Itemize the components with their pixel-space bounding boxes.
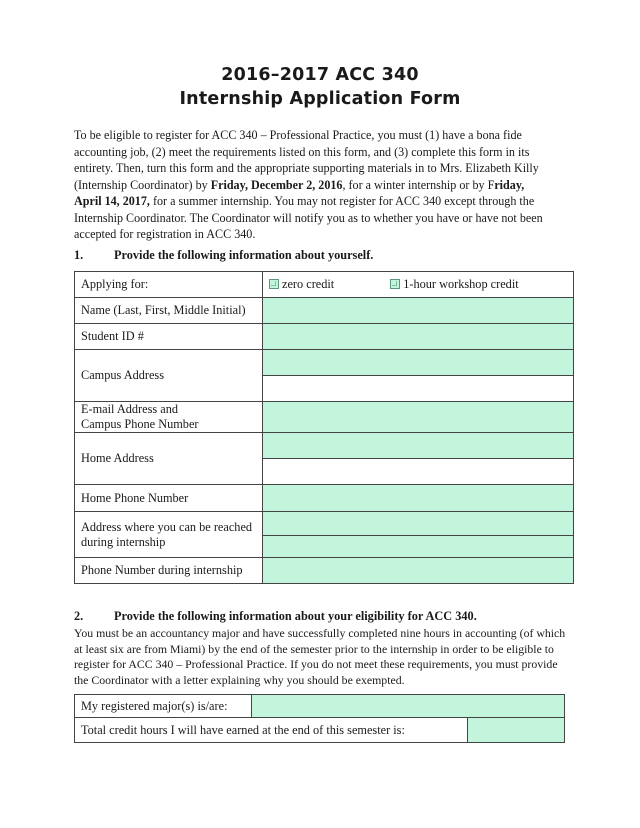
student-id-label: Student ID #	[75, 324, 263, 350]
section2-line: register for ACC 340 – Professional Practice. If you do not meet these requirements, you must provide	[74, 657, 558, 672]
internship-address-line1: Address where you can be reached	[81, 519, 253, 534]
section1-number: 1.	[74, 248, 84, 262]
intro-line: Internship Coordinator. The Coordinator will notify you as to whether you have or have not been	[74, 210, 543, 225]
internship-phone-field[interactable]	[263, 558, 574, 584]
intro-line	[74, 177, 570, 194]
home-phone-field[interactable]	[263, 485, 574, 512]
intro-line: accounting job, (2) meet the requirements listed on this form, and (3) complete this form in its	[74, 144, 530, 159]
section2-title: Provide the following information about your eligibility for ACC 340.	[114, 609, 477, 623]
student-id-field[interactable]	[263, 324, 574, 350]
name-label: Name (Last, First, Middle Initial)	[75, 298, 263, 324]
name-field[interactable]	[263, 298, 574, 324]
summer-deadline-part2: April 14, 2017,	[74, 194, 150, 208]
credit-hours-label: Total credit hours I will have earned at the end of this semester is:	[75, 718, 468, 743]
campus-address-label: Campus Address	[75, 350, 263, 402]
email-phone-field[interactable]	[263, 402, 574, 433]
winter-deadline: Friday, December 2, 2016	[210, 177, 343, 192]
intro-text: (Internship Coordinator) by	[74, 177, 211, 192]
section2-line: at least six are from Miami) by the end of the semester prior to the internship in order to be eligible to	[74, 641, 554, 656]
section2-paragraph	[74, 626, 574, 688]
internship-address-label	[75, 512, 263, 558]
internship-address-field-line2[interactable]	[263, 536, 574, 558]
form-title: Internship Application Form	[179, 89, 461, 109]
section2-number: 2.	[74, 609, 84, 623]
email-label-line1: E-mail Address and	[81, 402, 178, 416]
zero-credit-checkbox[interactable]	[269, 279, 279, 289]
applying-for-label: Applying for:	[75, 272, 263, 298]
workshop-credit-label: 1-hour workshop credit	[403, 277, 519, 292]
eligibility-table	[74, 694, 565, 743]
intro-line	[74, 193, 570, 210]
home-address-field-line1[interactable]	[263, 433, 574, 459]
internship-phone-label: Phone Number during internship	[75, 558, 263, 584]
intro-line: accepted for registration in ACC 340.	[74, 227, 256, 241]
form-title-year: 2016–2017 ACC 340	[221, 65, 419, 85]
intro-paragraph	[74, 127, 570, 243]
home-address-label: Home Address	[75, 433, 263, 485]
applying-for-options	[263, 272, 574, 298]
intro-text: for a summer internship. You may not register for ACC 340 except through the	[149, 194, 535, 208]
section2-heading	[74, 609, 477, 624]
credit-hours-field[interactable]	[468, 718, 565, 743]
section2-line: You must be an accountancy major and have successfully completed nine hours in accounting (of which	[74, 626, 566, 640]
campus-address-field-line1[interactable]	[263, 350, 574, 376]
internship-address-field-line1[interactable]	[263, 512, 574, 536]
summer-deadline-part1: riday,	[494, 177, 525, 192]
campus-address-field-line2[interactable]	[263, 376, 574, 402]
zero-credit-label: zero credit	[282, 277, 335, 292]
internship-address-line2: during internship	[81, 534, 166, 549]
email-label-line2: Campus Phone Number	[81, 417, 199, 431]
email-phone-label	[75, 402, 263, 433]
section1-heading	[74, 248, 373, 263]
section2-line: the Coordinator with a letter explaining why you should be exempted.	[74, 672, 405, 687]
major-label: My registered major(s) is/are:	[75, 695, 252, 718]
home-address-field-line2[interactable]	[263, 459, 574, 485]
intro-line: To be eligible to register for ACC 340 – Professional Practice, you must (1) have a bona fide	[74, 128, 522, 142]
section1-title: Provide the following information about yourself.	[114, 248, 374, 262]
workshop-credit-checkbox[interactable]	[390, 279, 400, 289]
intro-text: , for a winter internship or by F	[342, 177, 495, 192]
intro-line: entirety. Then, turn this form and the appropriate supporting materials in to Mrs. Elizabeth Killy	[74, 161, 539, 175]
home-phone-label: Home Phone Number	[75, 485, 263, 512]
major-field[interactable]	[252, 695, 565, 718]
personal-info-table	[74, 271, 574, 584]
